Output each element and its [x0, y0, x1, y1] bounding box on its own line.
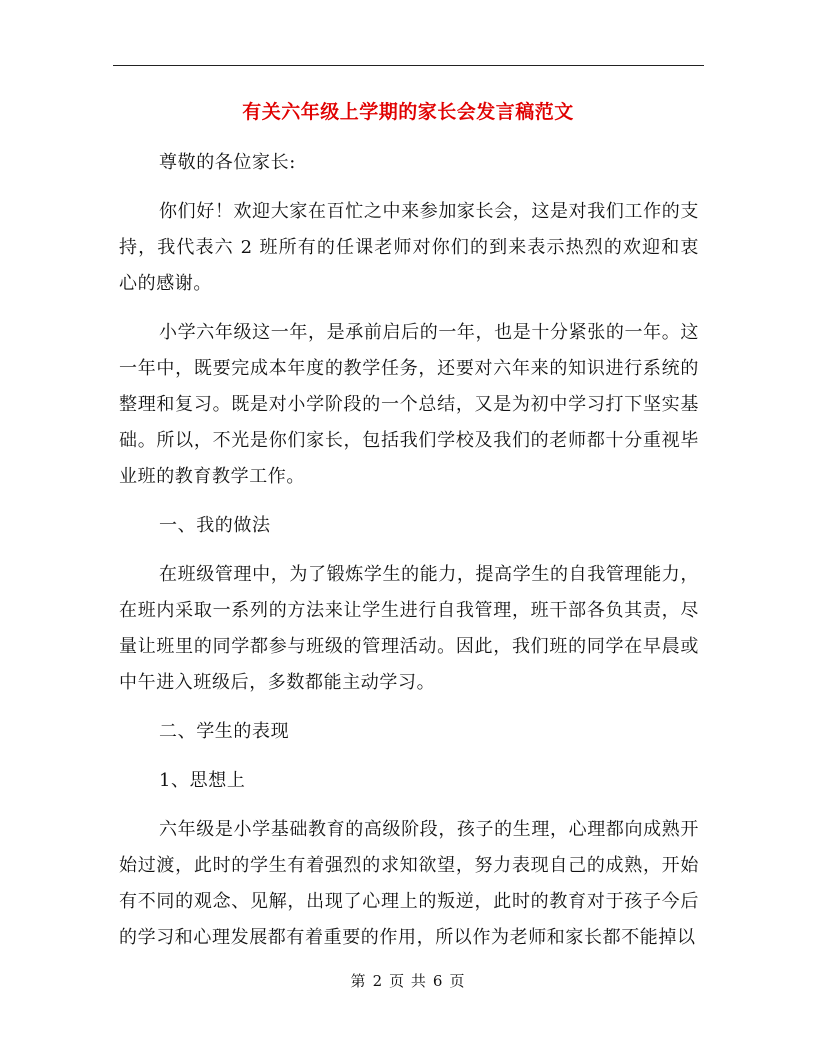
document-body [119, 145, 699, 956]
paragraph-intro: 小学六年级这一年，是承前启后的一年，也是十分紧张的一年。这一年中，既要完成本年度的教学任务，还要对六年来的知识进行系统的整理和复习。既是对小学阶段的一个总结，又是为初中学习打下坚实基础。所以，不光是你们家长，包括我们学校及我们的老师都十分重视毕业班的教育教学工作。 [119, 322, 699, 487]
section-heading-my-approach: 一、我的做法 [159, 515, 271, 536]
document-title: 有关六年级上学期的家长会发言稿范文 [242, 101, 574, 123]
section-heading-student-performance: 二、学生的表现 [159, 721, 290, 742]
paragraph-class-management: 在班级管理中，为了锻炼学生的能力，提高学生的自我管理能力，在班内采取一系列的方法来让学生进行自我管理，班干部各负其责，尽量让班里的同学都参与班级的管理活动。因此，我们班的同学在早晨或中午进入班级后，多数都能主动学习。 [119, 564, 699, 693]
header-rule [113, 65, 704, 66]
salutation: 尊敬的各位家长: [159, 152, 296, 173]
subsection-heading-thinking: 1、思想上 [159, 770, 246, 791]
paragraph-greeting: 你们好！欢迎大家在百忙之中来参加家长会，这是对我们工作的支持，我代表六 2 班所有的任课老师对你们的到来表示热烈的欢迎和衷心的感谢。 [119, 201, 699, 294]
footer-prefix: 第 [350, 972, 367, 990]
footer-suffix: 页 [449, 972, 466, 990]
footer-middle: 页 共 [389, 972, 427, 990]
footer-total-pages: 6 [432, 972, 444, 990]
footer-current-page: 2 [372, 972, 384, 990]
paragraph-thinking: 六年级是小学基础教育的高级阶段，孩子的生理，心理都向成熟开始过渡，此时的学生有着强烈的求知欲望，努力表现自己的成熟，开始有不同的观念、见解，出现了心理上的叛逆，此时的教育对于孩子今后的学习和心理发展都有着重要的作用，所以作为老师和家长都不能掉以 [119, 819, 699, 948]
page-footer [0, 970, 816, 992]
